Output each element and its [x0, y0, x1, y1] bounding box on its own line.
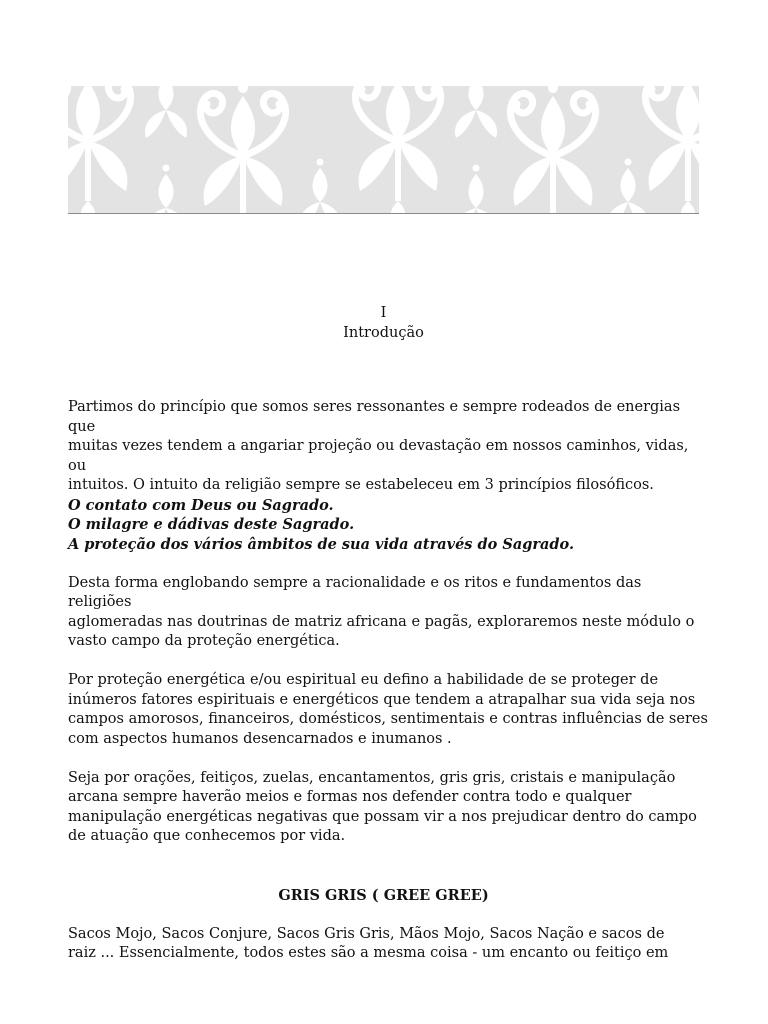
paragraph-line: com aspectos humanos desencarnados e inumanos .: [68, 730, 452, 747]
principle-item: O milagre e dádivas deste Sagrado.: [68, 516, 355, 533]
paragraph-line: arcana sempre haverão meios e formas nos defender contra todo e qualquer: [68, 789, 632, 805]
section-spacer: [68, 847, 708, 886]
paragraph-line: de atuação que conhecemos por vida.: [68, 828, 346, 844]
paragraph-line: manipulação energéticas negativas que possam vir a nos prejudicar dentro do campo: [68, 808, 697, 825]
paragraph-line: raiz ... Essencialmente, todos estes são a mesma coisa - um encanto ou feitiço em: [68, 945, 669, 961]
principle-item: A proteção dos vários âmbitos de sua vida através do Sagrado.: [68, 535, 575, 553]
paragraph-spacer: [68, 749, 708, 769]
chapter-number: I: [380, 305, 387, 321]
document-body: [68, 398, 708, 964]
chapter-title: Introdução: [343, 325, 424, 341]
intro-line: Partimos do princípio que somos seres ressonantes e sempre rodeados de energias que: [68, 399, 681, 435]
chapter-heading: [68, 303, 699, 343]
damask-header-banner: [68, 86, 699, 213]
principle-item: O contato com Deus ou Sagrado.: [68, 496, 334, 514]
paragraph-line: aglomeradas nas doutrinas de matriz africana e pagãs, exploraremos neste módulo o: [68, 613, 695, 630]
paragraph-spacer: [68, 905, 708, 925]
paragraph-line: campos amorosos, financeiros, domésticos, sentimentais e contras influências de seres: [68, 711, 708, 727]
paragraph-line: inúmeros fatores espirituais e energéticos que tendem a atrapalhar sua vida seja nos: [68, 691, 696, 708]
paragraph-line: Por proteção energética e/ou espiritual eu defino a habilidade de se proteger de: [68, 672, 659, 688]
intro-line: muitas vezes tendem a angariar projeção ou devastação em nossos caminhos, vidas, ou: [68, 438, 689, 474]
damask-pattern: [68, 86, 699, 213]
paragraph-line: Sacos Mojo, Sacos Conjure, Sacos Gris Gris, Mãos Mojo, Sacos Nação e sacos de: [68, 925, 665, 942]
paragraph-line: Desta forma englobando sempre a racionalidade e os ritos e fundamentos das religiões: [68, 574, 642, 610]
section-heading: GRIS GRIS ( GREE GREE): [278, 886, 489, 904]
paragraph-line: vasto campo da proteção energética.: [68, 633, 340, 649]
paragraph-line: Seja por orações, feitiços, zuelas, encantamentos, gris gris, cristais e manipulação: [68, 769, 676, 786]
banner-divider: [68, 213, 699, 214]
paragraph-spacer: [68, 554, 708, 574]
intro-line: intuitos. O intuito da religião sempre se estabeleceu em 3 princípios filosóficos.: [68, 477, 654, 493]
paragraph-spacer: [68, 652, 708, 672]
